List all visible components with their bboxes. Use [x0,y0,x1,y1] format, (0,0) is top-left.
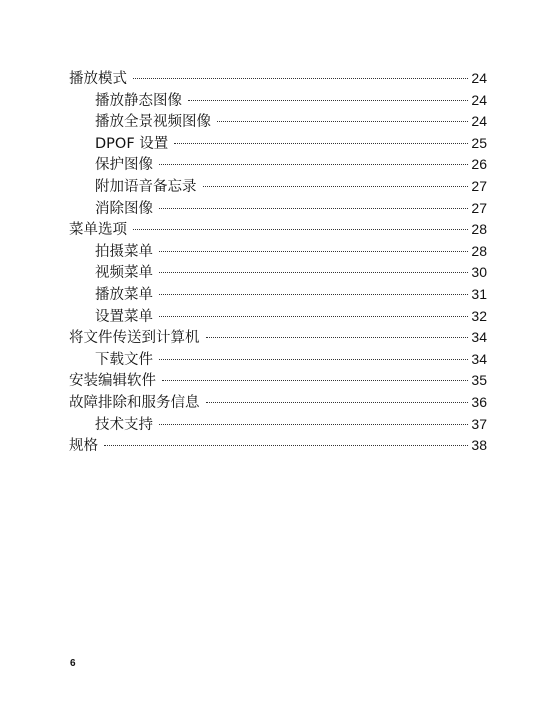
toc-entry-page: 28 [471,242,487,259]
toc-entry-title: 播放全景视频图像 [95,114,211,131]
toc-dot-leader [104,445,468,446]
toc-dot-leader [133,78,468,79]
toc-dot-leader [159,164,468,165]
toc-dot-leader [159,424,468,425]
toc-entry[interactable] [69,111,487,133]
toc-entry[interactable] [69,219,487,241]
toc-entry-page: 35 [471,372,487,389]
toc-entry-title: 故障排除和服务信息 [69,394,200,411]
toc-entry[interactable] [69,414,487,436]
toc-entry-page: 36 [471,393,487,410]
toc-entry-page: 32 [471,307,487,324]
toc-dot-leader [159,359,468,360]
toc-entry[interactable] [69,176,487,198]
toc-entry[interactable] [69,435,487,457]
page-number: 6 [70,658,76,669]
toc-entry[interactable] [69,327,487,349]
toc-entry-title: 播放静态图像 [95,92,182,109]
table-of-contents [69,68,487,457]
toc-dot-leader [188,100,468,101]
toc-entry-page: 24 [471,113,487,130]
toc-entry-title: 下载文件 [95,351,153,368]
toc-entry-title: DPOF 设置 [95,135,169,152]
toc-entry-title: 视频菜单 [95,265,153,282]
toc-dot-leader [203,186,469,187]
toc-dot-leader [162,380,468,381]
toc-dot-leader [217,121,468,122]
toc-entry[interactable] [69,370,487,392]
toc-entry[interactable] [69,154,487,176]
toc-entry-page: 28 [471,221,487,238]
toc-entry[interactable] [69,306,487,328]
toc-entry-page: 37 [471,415,487,432]
toc-entry-title: 规格 [69,438,98,455]
toc-dot-leader [159,316,468,317]
toc-entry-title: 拍摄菜单 [95,243,153,260]
toc-entry-page: 25 [471,134,487,151]
toc-entry-title: 技术支持 [95,416,153,433]
toc-entry[interactable] [69,262,487,284]
toc-dot-leader [206,402,469,403]
toc-entry[interactable] [69,241,487,263]
toc-entry-title: 保护图像 [95,157,153,174]
toc-entry-page: 30 [471,264,487,281]
toc-entry-page: 27 [471,199,487,216]
toc-entry-page: 24 [471,70,487,86]
toc-entry-title: 播放模式 [69,71,127,87]
toc-entry[interactable] [69,392,487,414]
toc-dot-leader [159,208,468,209]
toc-entry-page: 27 [471,177,487,194]
toc-entry[interactable] [69,284,487,306]
toc-entry-title: 安装编辑软件 [69,373,156,390]
toc-entry[interactable] [69,349,487,371]
toc-entry-title: 播放菜单 [95,286,153,303]
toc-entry-title: 菜单选项 [69,222,127,239]
toc-entry-title: 将文件传送到计算机 [69,330,200,347]
toc-entry-title: 消除图像 [95,200,153,217]
toc-entry[interactable] [69,133,487,155]
toc-dot-leader [159,294,468,295]
toc-entry-page: 31 [471,285,487,302]
toc-dot-leader [159,272,468,273]
toc-dot-leader [174,143,468,144]
toc-entry-page: 34 [471,350,487,367]
toc-entry-page: 34 [471,329,487,346]
toc-entry[interactable] [69,198,487,220]
toc-entry-page: 38 [471,437,487,454]
toc-entry-page: 24 [471,91,487,108]
toc-entry-title: 设置菜单 [95,308,153,325]
toc-dot-leader [159,251,468,252]
toc-entry-title: 附加语音备忘录 [95,178,197,195]
toc-dot-leader [133,229,468,230]
toc-entry[interactable] [69,68,487,90]
toc-entry[interactable] [69,90,487,112]
toc-entry-page: 26 [471,156,487,173]
toc-dot-leader [206,337,469,338]
